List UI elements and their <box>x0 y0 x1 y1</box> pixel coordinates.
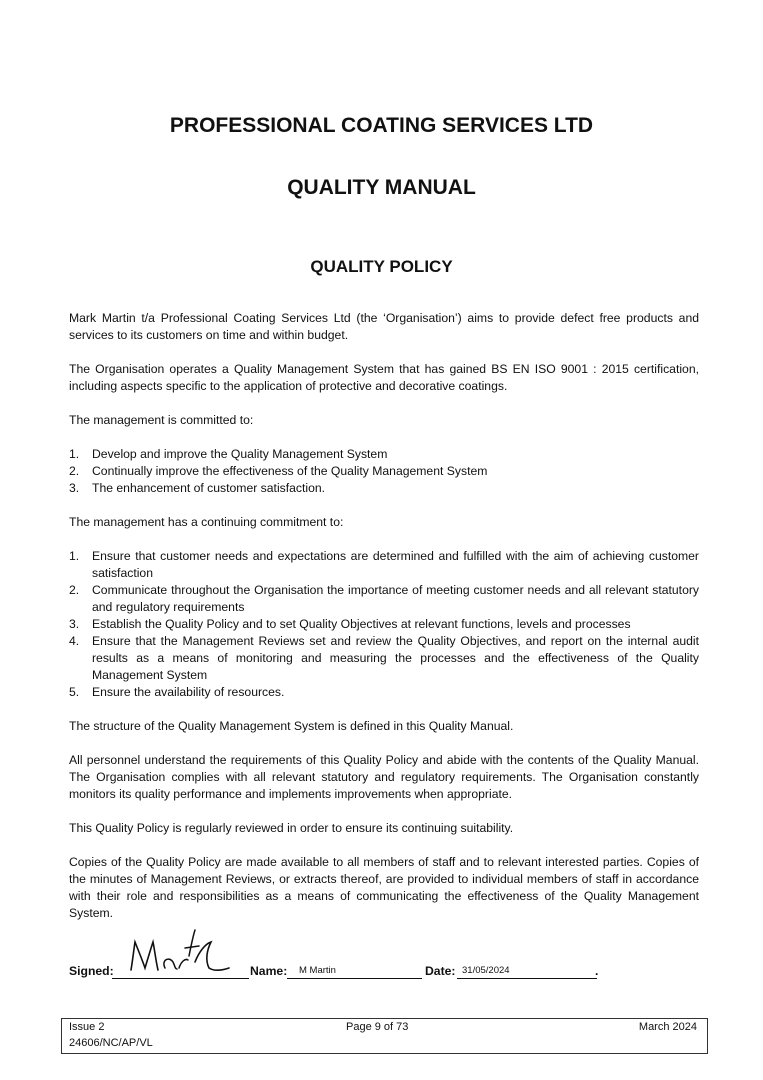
name-value: M Martin <box>299 965 336 976</box>
paragraph-committed: The management is committed to: <box>69 413 254 427</box>
list-item: 1. Develop and improve the Quality Management System <box>69 447 388 461</box>
paragraph-certification: The Organisation operates a Quality Management System that has gained BS EN ISO 9001 : 2015 certification, including aspects specific to the application of protective and decorative coatings. <box>69 362 699 393</box>
manual-title: QUALITY MANUAL <box>287 176 476 199</box>
footer-page-number: Page 9 of 73 <box>346 1021 409 1033</box>
section-title: QUALITY POLICY <box>310 257 453 276</box>
signed-label: Signed: <box>69 964 114 978</box>
paragraph-copies: Copies of the Quality Policy are made available to all members of staff and to relevant interested parties. Copies of the minutes of Management Reviews, or extracts thereof, are provided to individual members of staff in accordance with their role and responsibilities as a means of communicating the effectiveness of the Quality Management System. <box>69 855 699 920</box>
company-title: PROFESSIONAL COATING SERVICES LTD <box>169 114 594 137</box>
list-item: 3. The enhancement of customer satisfaction. <box>69 481 326 495</box>
paragraph-intro: Mark Martin t/a Professional Coating Services Ltd (the ‘Organisation’) aims to provide defect free products and services to its customers on time and within budget. <box>69 311 699 342</box>
date-line <box>457 978 597 979</box>
policy-body <box>69 310 699 939</box>
date-value: 31/05/2024 <box>462 965 510 976</box>
footer-issue: Issue 2 <box>69 1021 105 1033</box>
commitment-list <box>69 446 699 497</box>
paragraph-structure: The structure of the Quality Management System is defined in this Quality Manual. <box>69 719 514 733</box>
list-item: 2. Communicate throughout the Organisation the importance of meeting customer needs and all relevant statutory and regulatory requirements <box>69 583 699 614</box>
paragraph-personnel: All personnel understand the requirements of this Quality Policy and abide with the contents of the Quality Manual. The Organisation complies with all relevant statutory and regulatory requirements. The Organisation constantly monitors its quality performance and implements improvements when appropriate. <box>69 753 699 801</box>
date-label: Date: <box>425 964 456 978</box>
signature-block <box>69 940 699 980</box>
list-item: 5. Ensure the availability of resources. <box>69 685 285 699</box>
continuing-list <box>69 548 699 701</box>
name-label: Name: <box>250 964 288 978</box>
paragraph-review: This Quality Policy is regularly reviewed in order to ensure its continuing suitability. <box>69 821 514 835</box>
list-item: 1. Ensure that customer needs and expectations are determined and fulfilled with the aim of achieving customer satisfaction <box>69 549 699 580</box>
footer-date: March 2024 <box>638 1021 697 1033</box>
name-line <box>287 978 422 979</box>
page-footer <box>61 1018 708 1054</box>
footer-reference: 24606/NC/AP/VL <box>69 1037 153 1049</box>
handwritten-signature <box>125 928 235 982</box>
list-item: 3. Establish the Quality Policy and to set Quality Objectives at relevant functions, levels and processes <box>69 617 631 631</box>
list-item: 2. Continually improve the effectiveness of the Quality Management System <box>69 464 488 478</box>
trailing-period: . <box>595 964 599 978</box>
paragraph-continuing: The management has a continuing commitment to: <box>69 515 344 529</box>
list-item: 4. Ensure that the Management Reviews set and review the Quality Objectives, and report on the internal audit results as a means of monitoring and measuring the processes and the effectiveness of the Quality Management System <box>69 634 699 682</box>
